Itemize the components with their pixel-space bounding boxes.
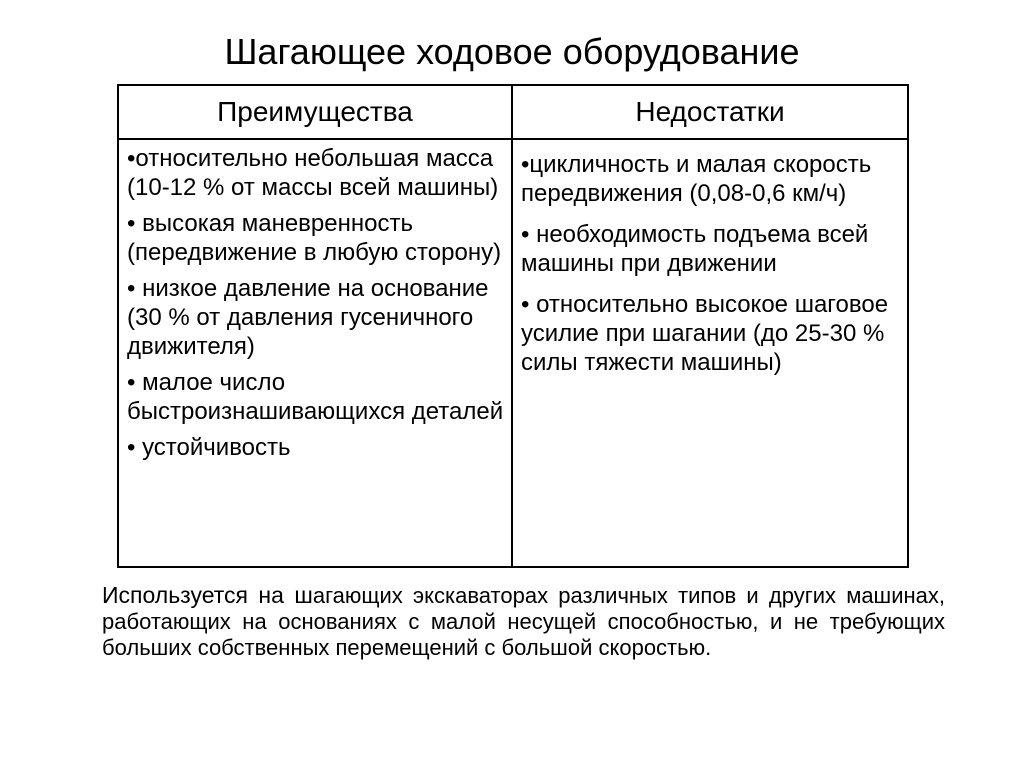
usage-note-lead: Используется на ш [102, 582, 313, 608]
advantages-cell [118, 139, 512, 567]
advantages-list [127, 144, 505, 462]
disadvantage-item: • относительно высокое шаговое усилие при шагании (до 25-30 % силы тяжести машины) [521, 291, 889, 376]
disadvantage-item: •цикличность и малая скорость передвижения (0,08-0,6 км/ч) [521, 151, 872, 207]
advantages-header: Преимущества [118, 85, 512, 139]
disadvantages-header: Недостатки [512, 85, 908, 139]
usage-note [102, 582, 945, 661]
advantage-item: •относительно небольшая масса (10-12 % от массы всей машины) [127, 145, 499, 201]
usage-note-text: агающих экскаваторах различных типов и других машинах, работающих на основаниях с малой несущей способностью, и не требующих больших собственных перемещений с большой скоростью. [102, 583, 945, 660]
disadvantage-item: • необходимость подъема всей машины при движении [521, 221, 869, 277]
disadvantages-list [521, 144, 901, 377]
table-row [118, 139, 908, 567]
slide-title: Шагающее ходовое оборудование [224, 31, 800, 72]
comparison-table [117, 84, 909, 568]
advantage-item: • малое число быстроизнашивающихся деталей [127, 369, 504, 425]
advantage-item: • устойчивость [127, 434, 291, 461]
disadvantages-cell [512, 139, 908, 567]
advantage-item: • низкое давление на основание (30 % от давления гусеничного движителя) [127, 275, 489, 360]
advantage-item: • высокая маневренность (передвижение в любую сторону) [127, 210, 502, 266]
table-header-row [118, 85, 908, 139]
